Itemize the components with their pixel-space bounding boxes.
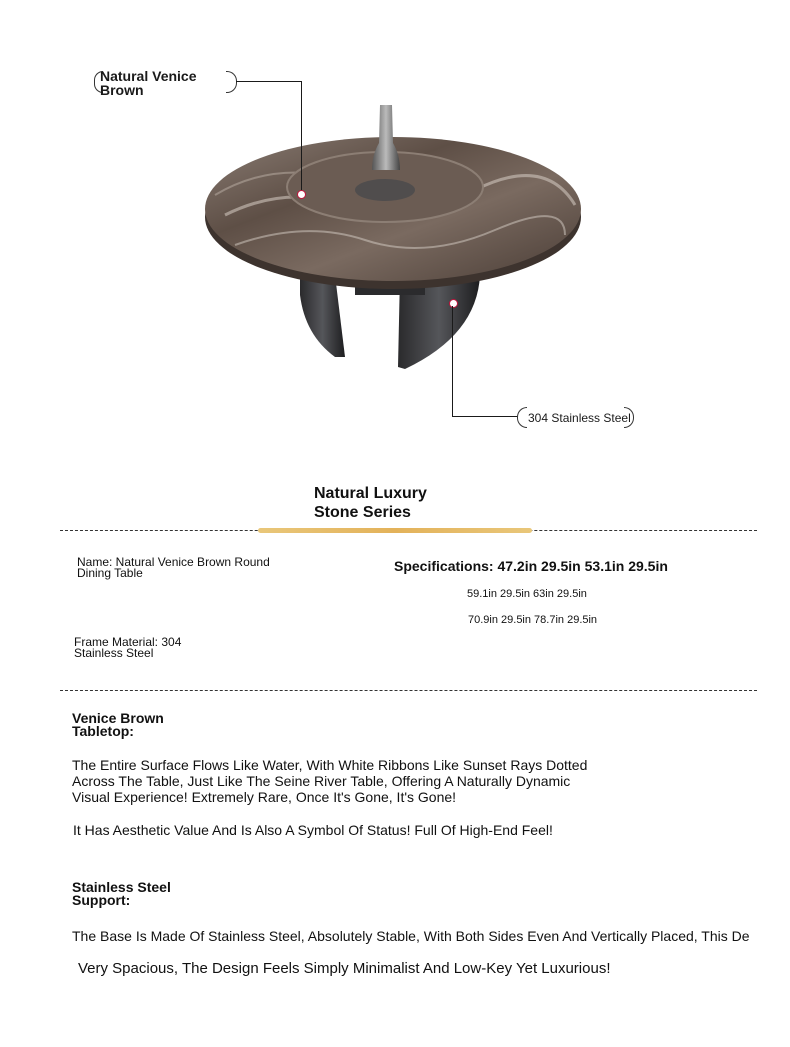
table-illustration [195,95,595,380]
callout-top-line2: Brown [100,82,144,98]
callout-bottom-bracket-left [517,407,527,428]
support-heading-line2: Support: [72,892,131,908]
series-title-line1: Natural Luxury [314,485,427,502]
support-heading-line1: Stainless Steel [72,879,171,895]
support-description: The Base Is Made Of Stainless Steel, Absolutely Stable, With Both Sides Even And Vertically Placed, This De [72,928,750,944]
series-title-line2: Stone Series [314,504,411,521]
callout-top-line1: Natural Venice [100,68,197,84]
callout-304-stainless-steel: 304 Stainless Steel [528,411,631,425]
spec-frame-material [74,637,254,659]
callout-natural-venice-brown [100,69,220,97]
spec-name-line1: Name: Natural Venice Brown Round [77,555,270,569]
spec-dimensions-row2: 59.1in 29.5in 63in 29.5in [467,588,587,600]
base-left-leg [300,275,345,357]
spec-frame-line1: Frame Material: 304 [74,635,182,649]
series-title [314,484,427,522]
callout-top-marker [297,190,306,199]
series-underline-accent [258,528,532,533]
callout-top-bracket-right [226,71,237,93]
callout-bottom-marker [449,299,458,308]
tabletop-description-line3: Visual Experience! Extremely Rare, Once It's Gone, It's Gone! [72,789,457,805]
callout-top-line-horizontal [236,81,301,82]
callout-bottom-bracket-right [624,407,634,428]
tabletop-heading-line1: Venice Brown [72,710,164,726]
spec-frame-line2: Stainless Steel [74,646,154,660]
tabletop-description-line2: Across The Table, Just Like The Seine River Table, Offering A Naturally Dynamic [72,773,571,789]
tabletop-status-text: It Has Aesthetic Value And Is Also A Symbol Of Status! Full Of High-End Feel! [73,822,553,838]
spec-name [77,557,307,579]
tabletop-heading [72,712,164,738]
callout-top-line-vertical [301,81,302,194]
tabletop-heading-line2: Tabletop: [72,723,134,739]
callout-bottom-line-vertical [452,306,453,416]
spec-name-line2: Dining Table [77,566,143,580]
support-heading [72,881,171,907]
spec-dimensions-row3: 70.9in 29.5in 78.7in 29.5in [468,614,598,626]
spec-dimensions-main: Specifications: 47.2in 29.5in 53.1in 29.5in [394,558,668,574]
tabletop-description [72,757,587,805]
tabletop-description-line1: The Entire Surface Flows Like Water, With White Ribbons Like Sunset Rays Dotted [72,757,588,773]
divider-middle [60,690,757,691]
callout-bottom-line-horizontal [452,416,518,417]
support-description-continued: Very Spacious, The Design Feels Simply Minimalist And Low-Key Yet Luxurious! [78,960,611,977]
